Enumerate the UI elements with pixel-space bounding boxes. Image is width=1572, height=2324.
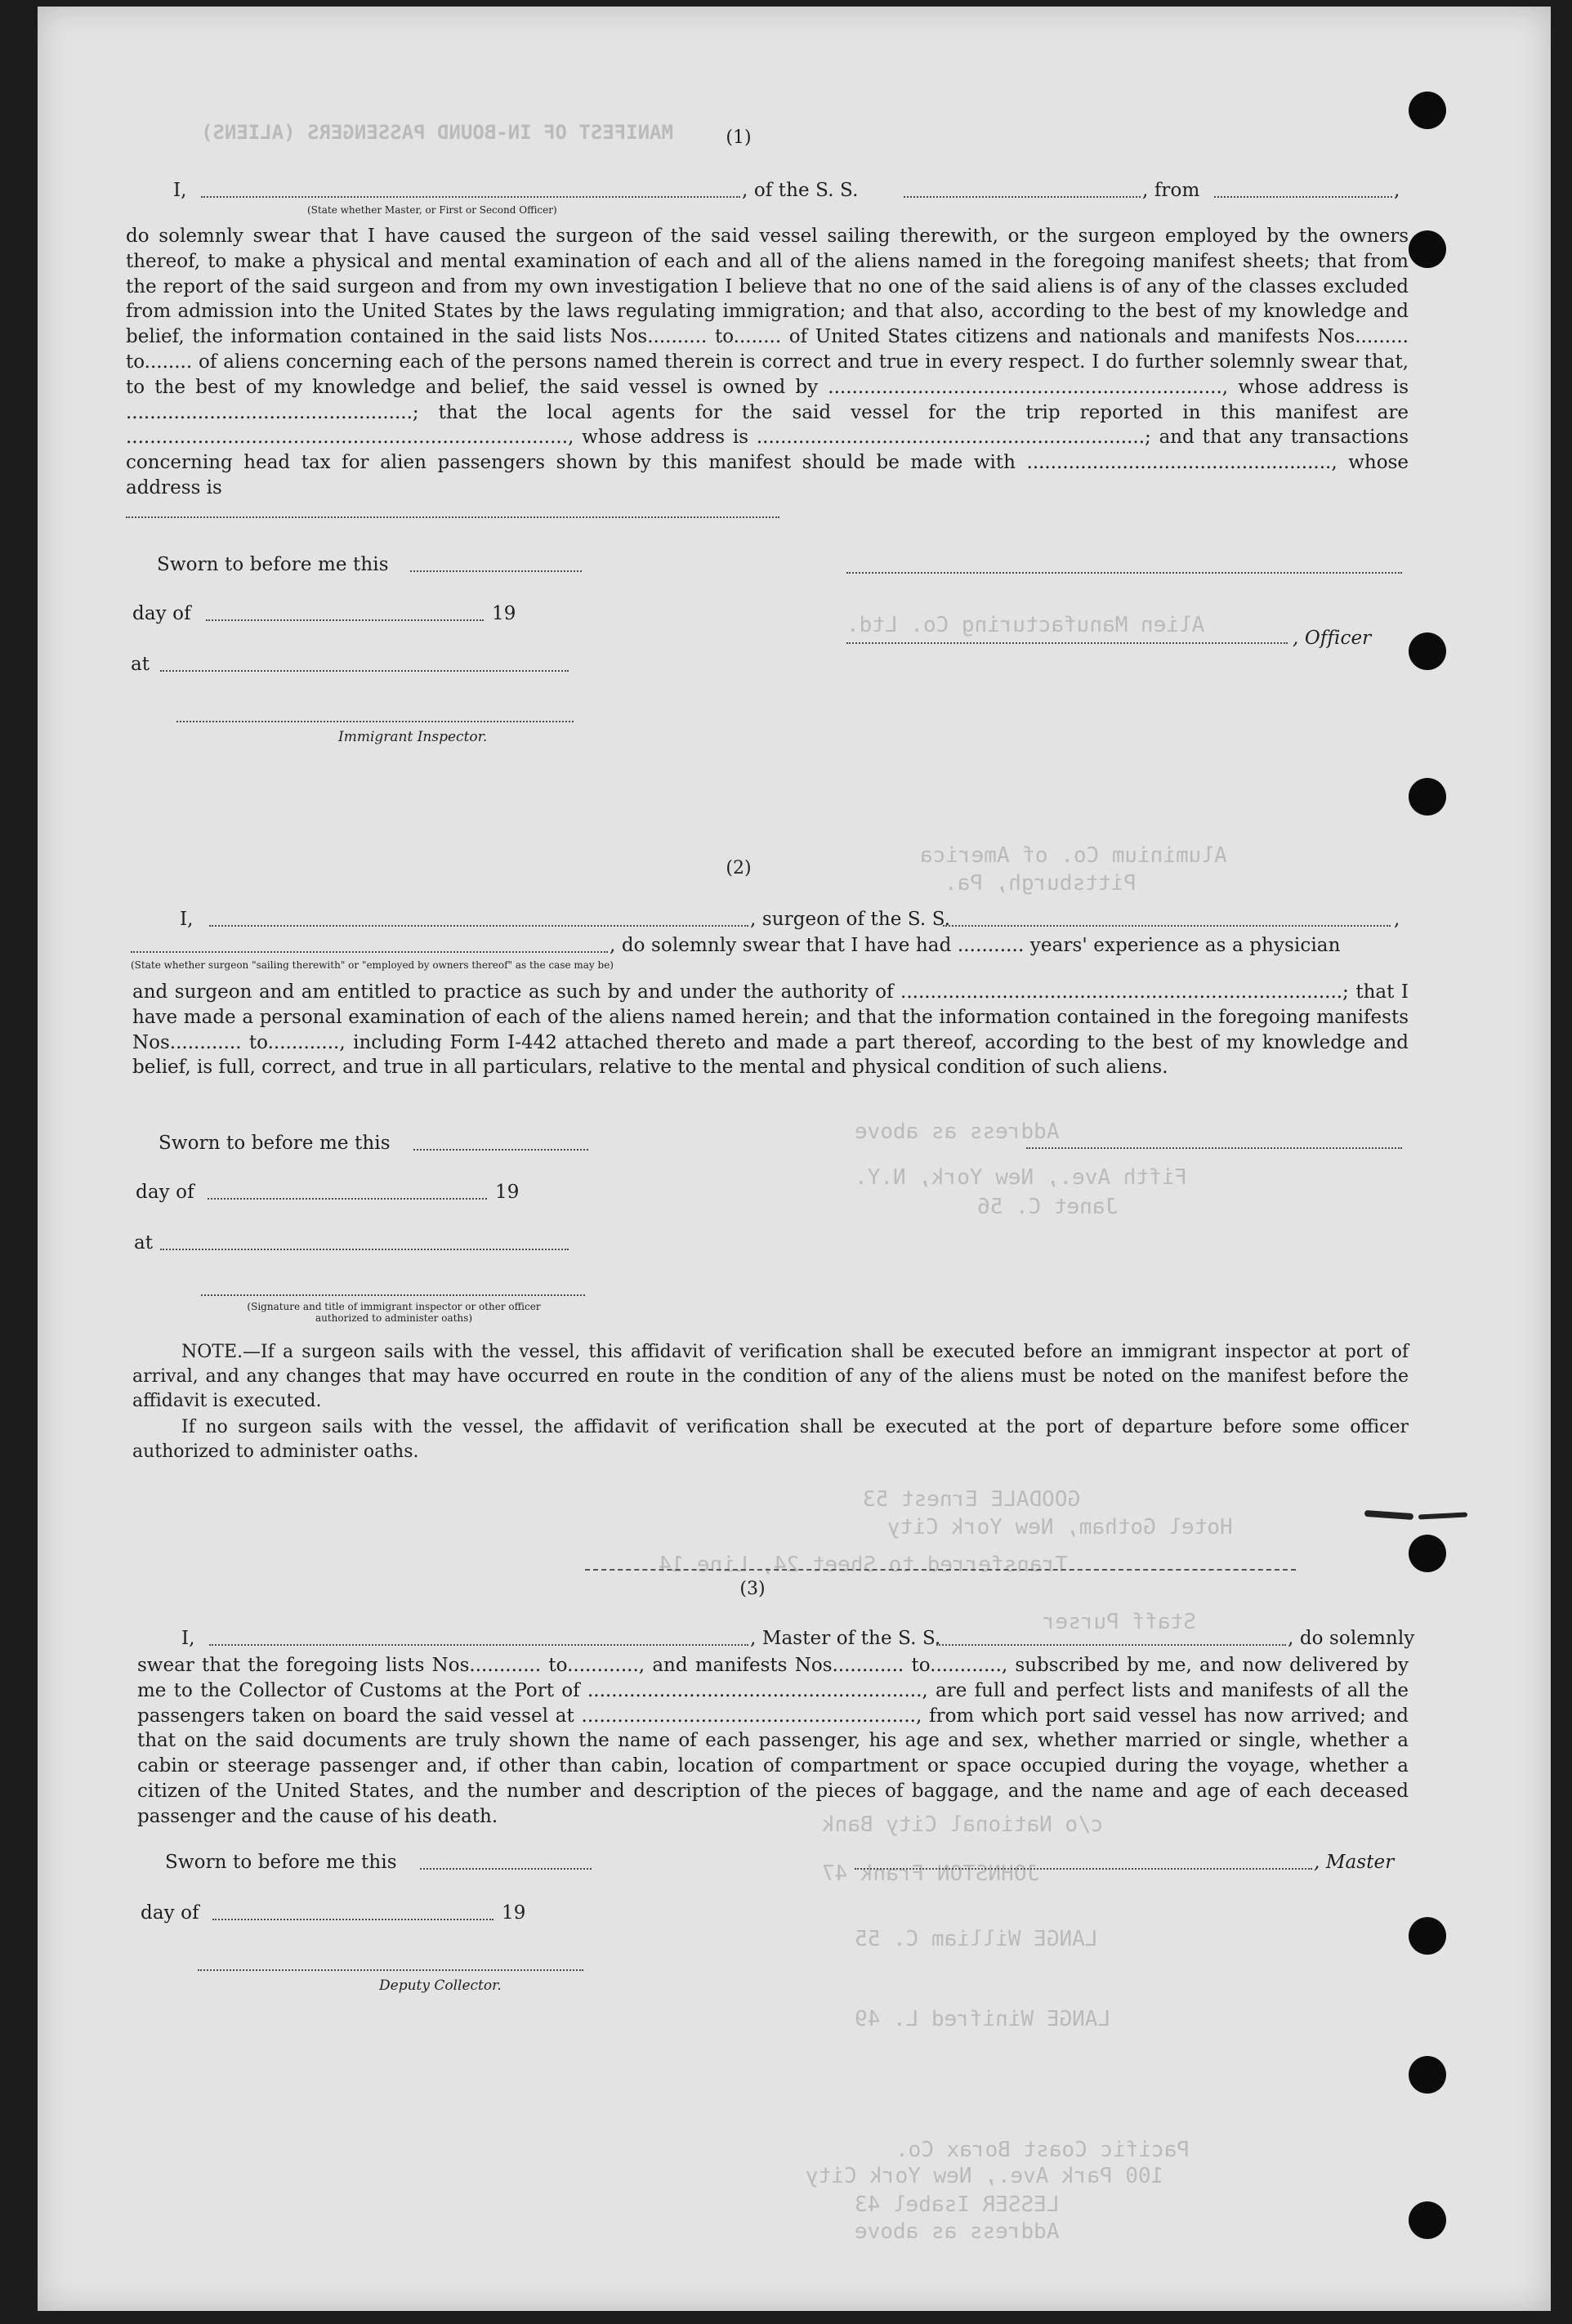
at-label: at — [134, 1232, 154, 1254]
sworn-label: Sworn to before me this — [159, 1133, 391, 1154]
punch-hole — [1409, 92, 1446, 129]
surgeon-note — [132, 1415, 1409, 1464]
caption-master-officer: (State whether Master, or First or Second Officer) — [307, 204, 557, 216]
section-number: (3) — [739, 1579, 766, 1599]
master-of-ss-label: , Master of the S. S. — [750, 1628, 941, 1649]
surgeon-of-ss-label: , surgeon of the S. S. — [750, 909, 951, 930]
bleed-text: Alien Manufacturing Co. Ltd. — [846, 613, 1205, 637]
bleed-text: GOODALE Ernest 53 — [863, 1487, 1081, 1512]
sworn-label: Sworn to before me this — [157, 554, 389, 575]
blank-day-of — [206, 619, 484, 621]
section-number: (1) — [726, 127, 752, 148]
solemnly-swear-line: , do solemnly swear that I have had ........... years' experience as a physician — [610, 935, 1341, 956]
caption-surgeon-status: (State whether surgeon "sailing therewith" or "employed by owners thereof" as the case may be) — [131, 959, 614, 971]
affidavit-paragraph-1: do solemnly swear that I have caused the surgeon of the said vessel sailing therewith, or the surgeon employed by the owners thereof, to make a physical and mental examination of each and all of the aliens named in the foregoing manifest sheets; that from the report of the said surgeon and from my own investigation I believe that no one of the said aliens is of any of the classes excluded from admission into the United States by the laws regulating immigration; and that also, according to the best of my knowledge and belief, the information contained in the said lists Nos.......... to........ of United States citizens and nationals and manifests Nos......... to........ of aliens concerning each of the persons named therein is correct and true in every respect. I do further solemnly swear that, to the best of my knowledge and belief, the said vessel is owned by .................................................................., whose address is ................................................; that the local agents for the said vessel for the trip reported in this manifest are .........................................................................., whose address is .................................................................; and that any transactions concerning head tax for alien passengers shown by this manifest should be made with ..................................................., whose address is — [126, 226, 1409, 498]
affidavit-paragraph-3: swear that the foregoing lists Nos............ to............, and manifests Nos............ to............, subscribed by me, and now delivered by me to the Collector of Customs at the Port of ........................................................, are full and perfect lists and manifests of all the passengers taken on board the said vessel at ........................................................, from which port said vessel has now arrived; and that on the said documents are truly shown the name of each passenger, his age and sex, whether married or single, whether a cabin or steerage passenger and, if other than cabin, location of compartment or space occupied during the voyage, whether a citizen of the United States, and the number and description of the pieces of baggage, and the name and age of each deceased passenger and the cause of his death. — [137, 1655, 1409, 1827]
master-label: , Master — [1314, 1852, 1395, 1873]
blank-surgeon-name — [209, 925, 748, 927]
blank-ship-name-2 — [943, 925, 1391, 927]
ink-smudge — [1418, 1512, 1467, 1519]
day-of-label: day of — [132, 603, 191, 624]
bleed-text: Janet C. 56 — [977, 1195, 1119, 1219]
bleed-text: Address as above — [855, 1120, 1060, 1144]
punch-hole — [1409, 1535, 1446, 1572]
surgeon-note — [132, 1340, 1409, 1414]
punch-hole — [1409, 230, 1446, 268]
blank-ship-name — [904, 196, 1141, 198]
blank-officer-signature — [846, 642, 1288, 644]
blank-ship-name-3 — [936, 1644, 1286, 1646]
bleed-text: Aluminium Co. of America — [920, 843, 1227, 868]
day-of-label: day of — [141, 1902, 199, 1924]
bleed-text: Transferred to Sheet 24, Line 14 — [659, 1553, 1068, 1577]
officer-label: , Officer — [1293, 628, 1372, 649]
sworn-label: Sworn to before me this — [165, 1852, 397, 1873]
punch-hole — [1409, 632, 1446, 670]
bleed-text: Staff Purser — [1043, 1610, 1196, 1634]
bleed-text: 100 Park Ave., New York City — [806, 2164, 1164, 2188]
punch-hole — [1409, 2056, 1446, 2094]
note-text-1: NOTE.—If a surgeon sails with the vessel, this affidavit of verification shall be executed before an immigrant inspector at port of arrival, and any changes that may have occurred en route in the condition of any of the aliens must be noted on the manifest before the affidavit is executed. — [132, 1342, 1409, 1411]
separator-dashes — [585, 1569, 1296, 1571]
note-text-2: If no surgeon sails with the vessel, the affidavit of verification shall be executed at the port of departure before some officer authorized to administer oaths. — [132, 1417, 1409, 1462]
bleed-text: MANIFEST OF IN-BOUND PASSENGERS (ALIENS) — [201, 121, 673, 144]
comma: , — [1394, 909, 1400, 930]
pronoun-i: I, — [173, 180, 187, 201]
blank-master-signature — [855, 1868, 1312, 1870]
bleed-text: JOHNSTON Frank 47 — [822, 1861, 1040, 1886]
signature-caption: (Signature and title of immigrant inspector or other officer authorized to administer oaths) — [247, 1301, 541, 1324]
blank-surgeon-signature — [1026, 1147, 1402, 1149]
bleed-text: Hotel Gotham, New York City — [887, 1515, 1233, 1540]
blank-inspector-signature — [176, 721, 574, 722]
pronoun-i: I, — [180, 909, 194, 930]
pronoun-i: I, — [181, 1628, 195, 1649]
of-the-ss-label: , of the S. S. — [742, 180, 859, 201]
bleed-text: Pittsburgh, Pa. — [945, 871, 1137, 896]
blank-officer-signature-top — [846, 572, 1402, 574]
blank-collector-signature — [198, 1969, 583, 1971]
affidavit-paragraph-2: and surgeon and am entitled to practice as such by and under the authority of ..........................................................................; that I have made a personal examination of each of the aliens named herein; and that the information contained in the foregoing manifests Nos............ to............, including Form I-442 attached thereto and made a part thereof, according to the best of my knowledge and belief, is full, correct, and true in all particulars, relative to the mental and physical condition of such aliens. — [132, 981, 1409, 1079]
blank-address-end — [126, 516, 779, 518]
bleed-text: LESSER Isabel 43 — [855, 2192, 1060, 2217]
from-label: , from — [1142, 180, 1200, 201]
blank-administrator-signature — [201, 1294, 585, 1296]
year-prefix: 19 — [495, 1182, 520, 1203]
section-number: (2) — [726, 858, 752, 878]
do-solemnly-label: , do solemnly — [1288, 1628, 1415, 1649]
ink-smudge — [1364, 1510, 1413, 1520]
bleed-text: LANGE Winifred L. 49 — [855, 2007, 1111, 2031]
bleed-text: Fifth Ave., New York, N.Y. — [855, 1165, 1187, 1190]
blank-from-port — [1214, 196, 1392, 198]
deputy-collector-label: Deputy Collector. — [379, 1978, 502, 1994]
punch-hole — [1409, 1917, 1446, 1955]
bleed-text: c/o National City Bank — [822, 1812, 1104, 1837]
punch-hole — [1409, 778, 1446, 816]
bleed-text: Pacific Coast Borax Co. — [895, 2138, 1190, 2162]
day-of-label: day of — [136, 1182, 194, 1203]
blank-day-of — [212, 1919, 493, 1920]
blank-master-name — [201, 196, 740, 198]
blank-at-place — [160, 1249, 569, 1250]
blank-sworn-date — [410, 570, 582, 572]
blank-sworn-date — [420, 1868, 592, 1870]
at-label: at — [131, 654, 150, 675]
blank-at-place — [160, 670, 569, 672]
blank-master-name-3 — [209, 1644, 748, 1646]
blank-sworn-date — [413, 1149, 588, 1151]
manifest-page — [38, 7, 1551, 2311]
comma: , — [1394, 180, 1400, 201]
punch-hole — [1409, 2201, 1446, 2239]
blank-day-of — [208, 1198, 487, 1200]
blank-surgeon-status — [131, 951, 608, 953]
bleed-text: Address as above — [855, 2219, 1060, 2244]
year-prefix: 19 — [492, 603, 516, 624]
immigrant-inspector-label: Immigrant Inspector. — [338, 729, 488, 745]
bleed-text: LANGE William C. 55 — [855, 1927, 1098, 1951]
year-prefix: 19 — [502, 1902, 526, 1924]
